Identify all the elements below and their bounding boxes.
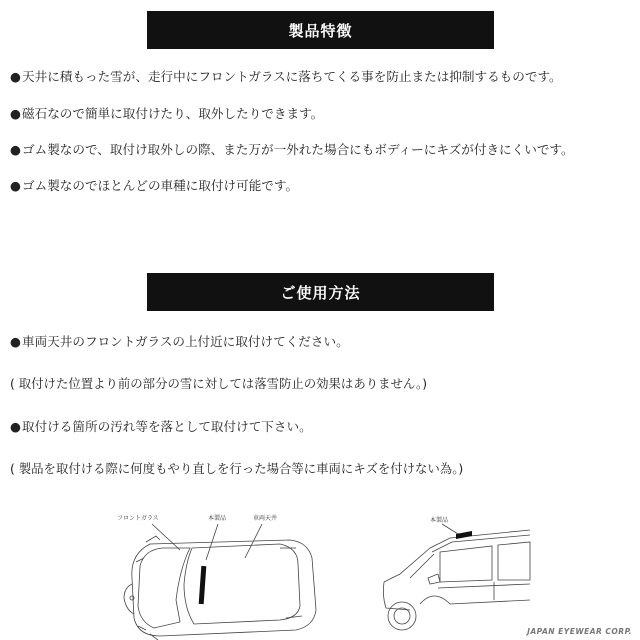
feature-item-1: ● 天井に積もった雪が、走行中にフロントガラスに落ちてくる事を防止または抑制するものです。 (10, 69, 640, 85)
usage-heading-text: ご使用方法 (280, 283, 361, 302)
feature-item-3: ● ゴム製なので、取付け取外しの際、また万が一外れた場合にもボディーにキズが付きにくいです。 (10, 142, 640, 158)
usage-note-1: ( 取付けた位置より前の部分の雪に対しては落雪防止の効果はありません。) (10, 376, 428, 391)
car-top-view-illustration (110, 518, 325, 640)
label-windshield: フロントガラス (117, 515, 159, 522)
label-product-top: 本製品 (208, 515, 227, 522)
feature-item-2: ● 磁石なので簡単に取付けたり、取外したりできます。 (10, 106, 640, 122)
usage-heading (147, 273, 494, 311)
watermark-logo: JAPAN EYEWEAR CORP. (527, 627, 632, 636)
features-heading (147, 11, 494, 49)
usage-step-2: ● 取付ける箇所の汚れ等を落として取付けて下さい。 (10, 419, 640, 435)
label-product-side: 本製品 (430, 517, 449, 524)
feature-item-4: ● ゴム製なのでほとんどの車種に取付け可能です。 (10, 178, 640, 194)
usage-step-1: ● 車両天井のフロントガラスの上付近に取付けてください。 (10, 334, 640, 350)
usage-note-2: ( 製品を取付ける際に何度もやり直しを行った場合等に車両にキズを付けない為。) (10, 461, 464, 476)
label-roof: 車両天井 (253, 515, 278, 522)
features-heading-text: 製品特徴 (288, 21, 353, 40)
car-side-view-illustration (380, 518, 540, 636)
